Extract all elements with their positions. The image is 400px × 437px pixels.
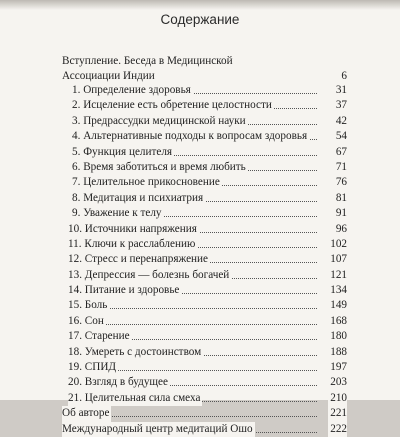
toc-entry-title: 20. Взгляд в будущее (68, 375, 170, 390)
toc-entry-title: 9. Уважение к телу (72, 206, 164, 221)
page-title: Содержание (160, 12, 240, 27)
toc-entry (62, 314, 347, 329)
toc-intro-entry (62, 54, 347, 83)
toc-entry-page: 76 (334, 175, 347, 190)
toc-entry (62, 129, 347, 144)
toc-entry (62, 283, 347, 298)
dot-leader (72, 324, 317, 325)
toc-entry-title: 5. Функция целителя (72, 145, 174, 160)
toc-entry (62, 237, 347, 252)
toc-entry-page: 31 (334, 83, 347, 98)
toc-entry-title: 7. Целительное прикосновение (72, 175, 222, 190)
toc-entry-title: 3. Предрассудки медицинской науки (72, 114, 248, 129)
toc-entry-title: Об авторе (62, 406, 111, 421)
toc-entry (62, 114, 347, 129)
toc-entry-page: 188 (328, 345, 347, 360)
toc-entry-page: 121 (328, 268, 347, 283)
toc-entry-page: 102 (328, 237, 347, 252)
toc-intro-line2: Ассоциации Индии (62, 69, 155, 82)
toc-entry (62, 298, 347, 313)
toc-intro-line2-row (62, 69, 347, 84)
toc-entry-page: 180 (328, 329, 347, 344)
toc-entry-page: 91 (334, 206, 347, 221)
toc-entry-title: Международный центр медитаций Ошо (62, 422, 255, 437)
toc-entry-title: 1. Определение здоровья (72, 83, 193, 98)
toc-entry-page: 81 (334, 191, 347, 206)
toc-entry (62, 345, 347, 360)
toc-entry (62, 422, 347, 437)
toc-entry-page: 134 (328, 283, 347, 298)
toc-entry-title: 6. Время заботиться и время любить (72, 160, 248, 175)
toc-entry (62, 206, 347, 221)
toc-entry (62, 98, 347, 113)
toc-entry (62, 145, 347, 160)
toc-entry (62, 268, 347, 283)
toc-entry (62, 391, 347, 406)
toc-entry-title: 18. Умереть с достоинством (68, 345, 203, 360)
toc-entry-title: 14. Питание и здоровье (68, 283, 181, 298)
toc-entry (62, 83, 347, 98)
toc-intro-page: 6 (341, 69, 347, 82)
toc-entry-title: 13. Депрессия — болезнь богачей (68, 268, 231, 283)
toc-entry-page: 197 (328, 360, 347, 375)
toc-intro-line1: Вступление. Беседа в Медицинской (62, 55, 233, 67)
toc-entry (62, 406, 347, 421)
toc-entry-page: 168 (328, 314, 347, 329)
toc-entry-title: 21. Целительная сила смеха (68, 391, 202, 406)
table-of-contents (62, 83, 347, 437)
toc-entry-page: 221 (328, 406, 347, 421)
toc-entry (62, 175, 347, 190)
toc-entry-title: 16. Сон (68, 314, 106, 329)
toc-entry-page: 42 (334, 114, 347, 129)
toc-entry-page: 107 (328, 252, 347, 267)
toc-entry-title: 2. Исцеление есть обретение целостности (72, 98, 274, 113)
toc-entry-page: 37 (334, 98, 347, 113)
toc-entry-title: 17. Старение (68, 329, 132, 344)
toc-entry (62, 191, 347, 206)
toc-entry-page: 67 (334, 145, 347, 160)
toc-entry (62, 329, 347, 344)
toc-entry-title: 12. Стресс и перенапряжение (68, 252, 210, 267)
toc-entry-page: 222 (328, 422, 347, 437)
toc-entry (62, 375, 347, 390)
toc-entry-page: 54 (334, 129, 347, 144)
page-edge-shadow (0, 0, 400, 10)
toc-entry-title: 10. Источники напряжения (68, 222, 199, 237)
toc-entry (62, 252, 347, 267)
toc-entry-title: 19. СПИД (68, 360, 118, 375)
toc-entry-page: 203 (328, 375, 347, 390)
toc-entry-page: 210 (328, 391, 347, 406)
toc-entry (62, 360, 347, 375)
toc-entry-title: 11. Ключи к расслаблению (68, 237, 197, 252)
toc-entry-title: 4. Альтернативные подходы к вопросам здоровья (72, 129, 309, 144)
toc-entry (62, 160, 347, 175)
toc-entry-page: 71 (334, 160, 347, 175)
toc-entry-title: 8. Медитация и психиатрия (72, 191, 205, 206)
toc-entry-page: 149 (328, 298, 347, 313)
toc-entry-page: 96 (334, 222, 347, 237)
toc-entry (62, 222, 347, 237)
toc-entry-title: 15. Боль (68, 298, 109, 313)
